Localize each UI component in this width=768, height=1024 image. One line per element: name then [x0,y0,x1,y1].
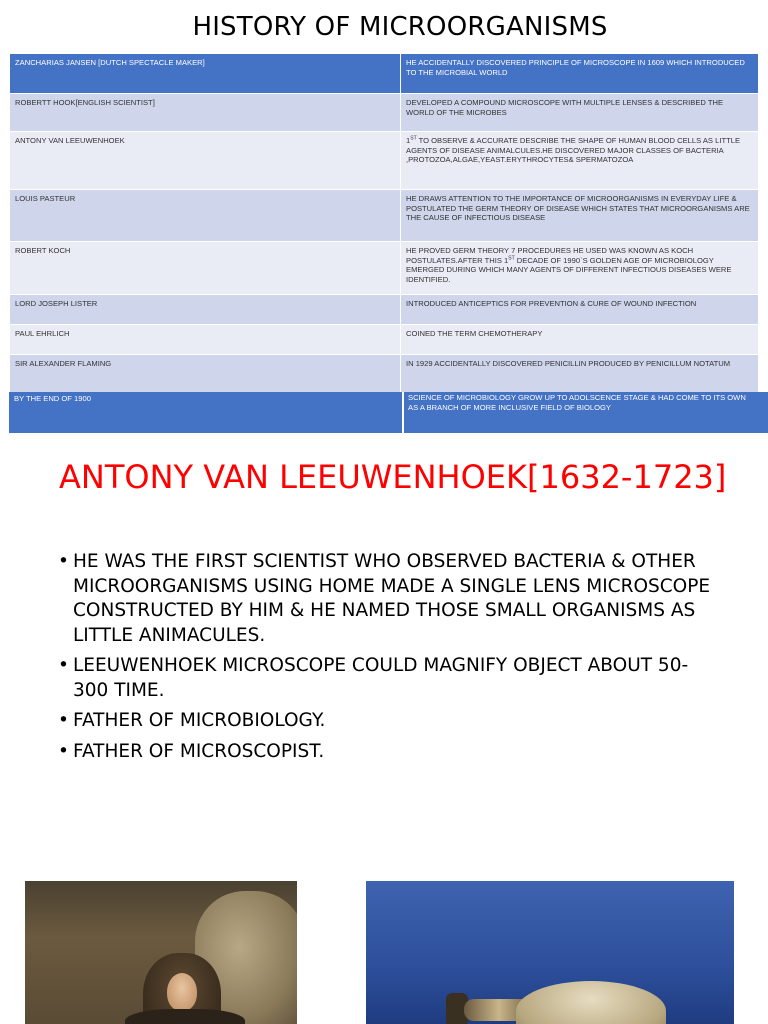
contribution-cell: INTRODUCED ANTICEPTICS FOR PREVENTION & CURE OF WOUND INFECTION [401,295,759,325]
list-item [58,550,718,648]
contribution-cell: HE ACCIDENTALLY DISCOVERED PRINCIPLE OF MICROSCOPE IN 1609 WHICH INTRODUCED TO THE MICROBIAL WORLD [401,54,759,94]
table-row [10,242,759,295]
table-row [10,132,759,190]
bullet-icon: • [58,655,69,676]
scientist-cell: ANTONY VAN LEEUWENHOEK [10,132,401,190]
contribution-cell: HE DRAWS ATTENTION TO THE IMPORTANCE OF MICROORGANISMS IN EVERYDAY LIFE & POSTULATED THE GERM THEORY OF DISEASE WHICH STATES THAT MICROORGANISMS ARE THE CAUSE OF INFECTIOUS DISEASE [401,190,759,242]
bullet-icon: • [58,710,69,731]
bullet-icon: • [58,551,69,572]
table-row [10,54,759,94]
scientist-cell: ROBERT KOCH [10,242,401,295]
ordinal-number: 1 [406,136,411,145]
table-row [10,355,759,393]
contribution-cell [401,242,759,295]
leeuwenhoek-portrait-image [25,881,297,1024]
scientist-cell: LORD JOSEPH LISTER [10,295,401,325]
contribution-cell: DEVELOPED A COMPOUND MICROSCOPE WITH MULTIPLE LENSES & DESCRIBED THE WORLD OF THE MICROBES [401,94,759,132]
microscope-image [366,881,734,1024]
history-table [9,53,759,393]
bullet-icon: • [58,740,69,762]
contribution-cell: COINED THE TERM CHEMOTHERAPY [401,325,759,355]
bullet-text: LEEUWENHOEK MICROSCOPE COULD MAGNIFY OBJECT ABOUT 50-300 TIME. [73,655,689,701]
section-heading: ANTONY VAN LEEUWENHOEK[1632-1723] [59,458,727,496]
scientist-cell: SIR ALEXANDER FLAMING [10,355,401,393]
scientist-cell: ROBERTT HOOK[ENGLISH SCIENTIST] [10,94,401,132]
contribution-text: DECADE OF 1990`S GOLDEN AGE OF MICROBIOLOGY EMERGED DURING WHICH MANY AGENTS OF DIFFERENT INFECTIOUS DISEASES WERE IDENTIFIED. [406,255,732,284]
scientist-cell: ZANCHARIAS JANSEN [DUTCH SPECTACLE MAKER] [10,54,401,94]
column-divider [402,392,404,433]
footer-left-cell: BY THE END OF 1900 [14,394,91,403]
portrait-shoulder [125,1009,245,1024]
contribution-text: HE PROVED GERM THEORY 7 PROCEDURES HE USED WAS KNOWN AS KOCH POSTULATES.AFTER THIS 1 [406,246,694,265]
list-item [58,740,718,765]
list-item [58,654,718,703]
bullet-text: HE WAS THE FIRST SCIENTIST WHO OBSERVED BACTERIA & OTHER MICROORGANISMS USING HOME MADE A SINGLE LENS MICROSCOPE CONSTRUCTED BY HIM & HE NAMED THOSE SMALL ORGANISMS AS LITTLE ANIMACULES. [73,551,711,646]
bullet-text: FATHER OF MICROBIOLOGY. [73,710,326,731]
ordinal-suffix: ST [410,135,417,142]
ordinal-suffix: ST [508,254,515,261]
table-row [10,295,759,325]
table-footer-row [9,392,768,433]
bullet-text: FATHER OF MICROSCOPIST. [73,740,325,762]
contribution-cell [401,132,759,190]
table-row [10,190,759,242]
footer-right-cell: SCIENCE OF MICROBIOLOGY GROW UP TO ADOLSCENCE STAGE & HAD COME TO ITS OWN AS A BRANCH OF MORE INCLUSIVE FIELD OF BIOLOGY [408,393,746,412]
portrait-face [167,973,197,1011]
bullet-list [58,550,718,770]
table-row [10,325,759,355]
table-row [10,94,759,132]
contribution-cell: IN 1929 ACCIDENTALLY DISCOVERED PENICILLIN PRODUCED BY PENICILLUM NOTATUM [401,355,759,393]
page-title: HISTORY OF MICROORGANISMS [192,12,608,42]
contribution-text: TO OBSERVE & ACCURATE DESCRIBE THE SHAPE OF HUMAN BLOOD CELLS AS LITTLE AGENTS OF DISEASE ANIMALCULES.HE DISCOVERED MAJOR CLASSES OF BACTERIA ,PROTOZOA,ALGAE,YEAST.ERYTHROCYTES& SPERMATOZOA [406,136,741,164]
microscope-plate [516,981,666,1024]
scientist-cell: LOUIS PASTEUR [10,190,401,242]
list-item [58,709,718,734]
scientist-cell: PAUL EHRLICH [10,325,401,355]
